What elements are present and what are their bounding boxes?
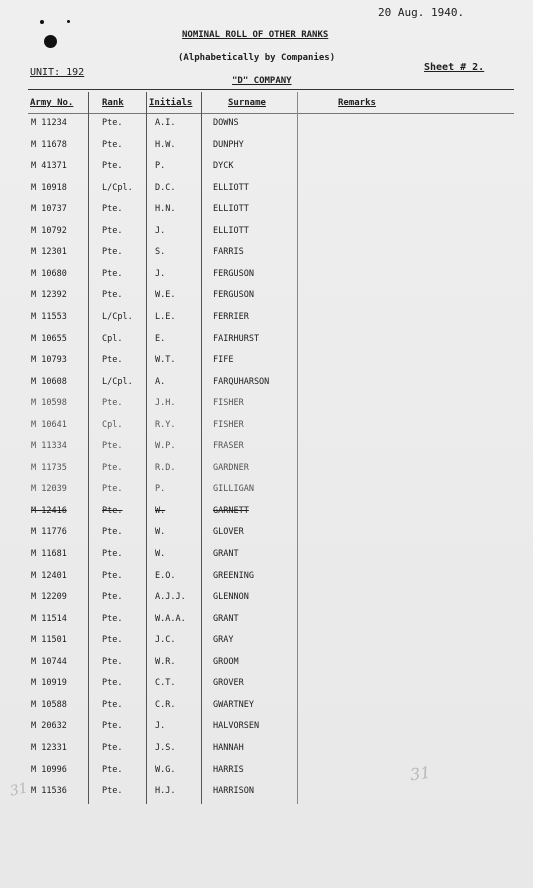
surname-cell: FISHER (213, 419, 244, 430)
company-heading: "D" COMPANY (232, 76, 292, 86)
initials-cell: H.W. (155, 139, 176, 150)
initials-cell: W. (155, 549, 166, 559)
initials-cell: L.E. (155, 311, 176, 322)
ink-dot-small (67, 20, 70, 23)
table-row (0, 635, 533, 656)
document-subtitle: (Alphabetically by Companies) (178, 53, 336, 63)
rank-cell: Pte. (102, 290, 123, 301)
army-no-cell: M 10680 (31, 268, 67, 279)
table-row (0, 204, 533, 225)
rank-cell: Pte. (102, 247, 123, 258)
rank-cell: Pte. (102, 225, 123, 236)
table-row (0, 614, 533, 635)
surname-cell: HARRIS (213, 764, 244, 775)
initials-cell: A. (155, 376, 166, 387)
initials-cell: W.R. (155, 656, 176, 667)
surname-cell: HALVORSEN (213, 721, 260, 732)
initials-cell: W.A.A. (155, 613, 186, 624)
initials-cell: R.D. (155, 462, 176, 473)
table-row (0, 571, 533, 592)
surname-cell: ELLIOTT (213, 225, 249, 236)
table-row (0, 786, 533, 807)
army-no-cell: M 11678 (31, 139, 67, 150)
rank-cell: Pte. (102, 441, 123, 452)
army-no-cell: M 11553 (31, 311, 67, 322)
surname-cell: DOWNS (213, 118, 239, 128)
rank-cell: Pte. (102, 764, 123, 775)
table-row (0, 161, 533, 182)
table-row (0, 678, 533, 699)
table-row (0, 334, 533, 355)
initials-cell: J. (155, 268, 166, 279)
initials-cell: A.I. (155, 118, 176, 128)
rank-cell: L/Cpl. (102, 311, 133, 322)
army-no-cell: M 12401 (31, 570, 67, 581)
initials-cell: W. (155, 527, 166, 538)
column-header-initials: Initials (149, 98, 193, 108)
army-no-cell: M 11776 (31, 527, 67, 538)
table-row (0, 118, 533, 139)
table-row (0, 398, 533, 419)
surname-cell: FAIRHURST (213, 333, 260, 344)
rank-cell: Pte. (102, 484, 123, 495)
surname-cell: GILLIGAN (213, 484, 254, 495)
army-no-cell: M 41371 (31, 161, 67, 172)
surname-cell: HARRISON (213, 786, 254, 797)
rank-cell: Pte. (102, 118, 123, 128)
initials-cell: D.C. (155, 182, 176, 193)
army-no-cell: M 11514 (31, 613, 67, 624)
initials-cell: R.Y. (155, 419, 176, 430)
army-no-cell: M 10744 (31, 656, 67, 667)
initials-cell: J.H. (155, 398, 176, 409)
surname-cell: FERGUSON (213, 290, 254, 301)
table-row (0, 290, 533, 311)
surname-cell: HANNAH (213, 742, 244, 753)
rank-cell: Cpl. (102, 419, 123, 430)
table-row (0, 226, 533, 247)
rank-cell: Pte. (102, 527, 123, 538)
surname-cell: GLENNON (213, 592, 249, 603)
initials-cell: J. (155, 721, 166, 732)
table-row (0, 312, 533, 333)
rank-cell: Pte. (102, 462, 123, 473)
table-row (0, 721, 533, 742)
surname-cell: GARNETT (213, 505, 249, 516)
surname-cell: GROOM (213, 656, 239, 667)
table-row (0, 420, 533, 441)
initials-cell: C.R. (155, 699, 176, 710)
initials-cell: S. (155, 247, 166, 258)
initials-cell: J.C. (155, 635, 176, 646)
surname-cell: DYCK (213, 161, 234, 172)
table-row (0, 762, 533, 786)
table-row (0, 140, 533, 161)
initials-cell: W.T. (155, 355, 176, 366)
army-no-cell: M 12039 (31, 484, 67, 495)
header-rule-bottom (28, 113, 514, 114)
table-row (0, 700, 533, 721)
table-row (0, 657, 533, 678)
rank-cell: Pte. (102, 742, 123, 753)
document-date: 20 Aug. 1940. (378, 6, 465, 19)
rank-cell: Pte. (102, 398, 123, 409)
table-row (0, 269, 533, 290)
initials-cell: E. (155, 333, 166, 344)
table-row (0, 484, 533, 505)
army-no-cell: M 10737 (31, 204, 67, 215)
initials-cell: J. (155, 225, 166, 236)
surname-cell: FERGUSON (213, 268, 254, 279)
surname-cell: FARQUHARSON (213, 376, 270, 387)
rank-cell: Pte. (102, 678, 123, 689)
rank-cell: Pte. (102, 592, 123, 603)
header-rule-top (28, 89, 514, 90)
army-no-cell: M 11536 (31, 786, 67, 797)
unit-label: UNIT: 192 (30, 67, 85, 78)
initials-cell: W.P. (155, 441, 176, 452)
rank-cell: Pte. (102, 699, 123, 710)
table-row (0, 183, 533, 204)
army-no-cell: M 10793 (31, 355, 67, 366)
rank-cell: L/Cpl. (102, 376, 133, 387)
army-no-cell: M 10919 (31, 678, 67, 689)
rank-cell: Pte. (102, 613, 123, 624)
rank-cell: Pte. (102, 355, 123, 366)
table-row (0, 743, 533, 764)
rank-cell: Pte. (102, 635, 123, 646)
initials-cell: W.G. (155, 764, 176, 775)
surname-cell: FIFE (213, 355, 234, 366)
table-row (0, 527, 533, 548)
army-no-cell: M 12331 (31, 742, 67, 753)
army-no-cell: M 11681 (31, 549, 67, 559)
table-row (0, 549, 533, 570)
rank-cell: Pte. (102, 268, 123, 279)
army-no-cell: M 10996 (31, 764, 67, 775)
table-row (0, 463, 533, 484)
rank-cell: Pte. (102, 656, 123, 667)
column-header-army-no: Army No. (30, 98, 74, 108)
surname-cell: GLOVER (213, 527, 244, 538)
rank-cell: Pte. (102, 161, 123, 172)
table-row (0, 355, 533, 376)
column-header-remarks: Remarks (338, 98, 376, 108)
column-header-surname: Surname (228, 98, 266, 108)
ink-dot-small (40, 20, 44, 24)
army-no-cell: M 12209 (31, 592, 67, 603)
army-no-cell: M 10918 (31, 182, 67, 193)
table-row (0, 592, 533, 613)
rank-cell: Pte. (102, 549, 123, 559)
surname-cell: GREENING (213, 570, 254, 581)
initials-cell: A.J.J. (155, 592, 186, 603)
initials-cell: H.J. (155, 786, 176, 797)
army-no-cell: M 11735 (31, 462, 67, 473)
initials-cell: W.E. (155, 290, 176, 301)
army-no-cell: M 12416 (31, 505, 67, 516)
surname-cell: FRASER (213, 441, 244, 452)
rank-cell: Pte. (102, 505, 123, 516)
rank-cell: Pte. (102, 570, 123, 581)
surname-cell: FARRIS (213, 247, 244, 258)
surname-cell: ELLIOTT (213, 204, 249, 215)
rank-cell: Pte. (102, 139, 123, 150)
pencil-mark-right: 31 (408, 762, 432, 785)
rank-cell: Pte. (102, 204, 123, 215)
table-row (0, 377, 533, 398)
surname-cell: GWARTNEY (213, 699, 254, 710)
surname-cell: GRAY (213, 635, 234, 646)
army-no-cell: M 10588 (31, 699, 67, 710)
initials-cell: P. (155, 161, 166, 172)
document-title: NOMINAL ROLL OF OTHER RANKS (182, 30, 329, 40)
initials-cell: H.N. (155, 204, 176, 215)
army-no-cell: M 10655 (31, 333, 67, 344)
rank-cell: Pte. (102, 786, 123, 797)
ink-blot (44, 35, 57, 48)
initials-cell: W. (155, 505, 166, 516)
rank-cell: Cpl. (102, 333, 123, 344)
table-row (0, 247, 533, 268)
rank-cell: Pte. (102, 721, 123, 732)
surname-cell: FISHER (213, 398, 244, 409)
army-no-cell: M 12301 (31, 247, 67, 258)
army-no-cell: M 10608 (31, 376, 67, 387)
army-no-cell: M 11334 (31, 441, 67, 452)
army-no-cell: M 11501 (31, 635, 67, 646)
army-no-cell: M 10792 (31, 225, 67, 236)
army-no-cell: M 20632 (31, 721, 67, 732)
initials-cell: P. (155, 484, 166, 495)
surname-cell: DUNPHY (213, 139, 244, 150)
surname-cell: FERRIER (213, 311, 249, 322)
surname-cell: GRANT (213, 613, 239, 624)
sheet-number: Sheet # 2. (424, 62, 485, 73)
initials-cell: E.O. (155, 570, 176, 581)
surname-cell: GARDNER (213, 462, 249, 473)
initials-cell: C.T. (155, 678, 176, 689)
rank-cell: L/Cpl. (102, 182, 133, 193)
table-row (0, 506, 533, 527)
initials-cell: J.S. (155, 742, 176, 753)
surname-cell: GRANT (213, 549, 239, 559)
army-no-cell: M 10641 (31, 419, 67, 430)
pencil-mark-left: 31 (8, 780, 30, 800)
surname-cell: ELLIOTT (213, 182, 249, 193)
surname-cell: GROVER (213, 678, 244, 689)
army-no-cell: M 10598 (31, 398, 67, 409)
army-no-cell: M 12392 (31, 290, 67, 301)
army-no-cell: M 11234 (31, 118, 67, 128)
table-row (0, 441, 533, 462)
column-header-rank: Rank (102, 98, 124, 108)
